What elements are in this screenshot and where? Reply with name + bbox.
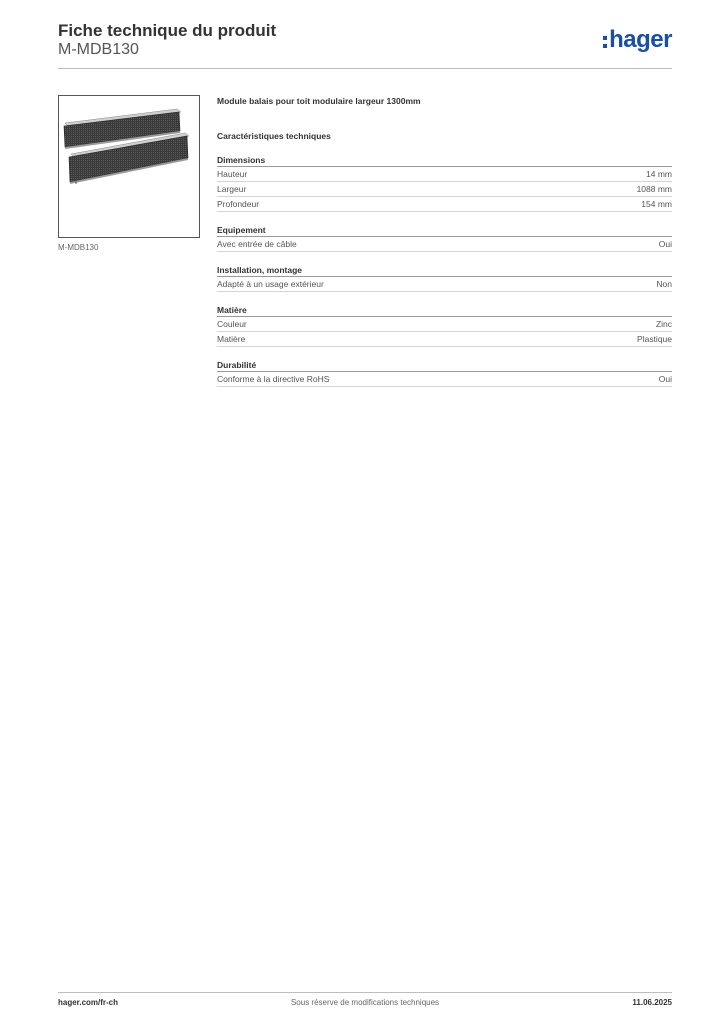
spec-value: 1088 mm [636, 184, 672, 194]
spec-row [217, 332, 672, 347]
spec-content [217, 95, 672, 387]
spec-row [217, 182, 672, 197]
spec-label: Matière [217, 334, 246, 344]
spec-group-matiere [217, 304, 672, 347]
spec-value: Zinc [655, 319, 672, 329]
footer-divider [58, 992, 672, 993]
spec-value: Oui [658, 374, 672, 384]
product-image [58, 95, 200, 238]
spec-group-equipement [217, 224, 672, 252]
spec-value: 14 mm [646, 169, 672, 179]
specs-heading: Caractéristiques techniques [217, 131, 331, 141]
product-reference: M-MDB130 [58, 41, 139, 58]
logo-dots-icon [603, 36, 607, 48]
spec-label: Avec entrée de câble [217, 239, 297, 249]
hager-logo [603, 27, 672, 53]
footer-website-link[interactable]: hager.com/fr-ch [58, 998, 119, 1007]
spec-row [217, 277, 672, 292]
product-description: Module balais pour toit modulaire largeur 1300mm [217, 96, 421, 106]
spec-group-dimensions [217, 154, 672, 212]
footer-date: 11.06.2025 [632, 998, 672, 1007]
spec-row [217, 317, 672, 332]
spec-value: Plastique [637, 334, 672, 344]
spec-row [217, 237, 672, 252]
spec-row [217, 197, 672, 212]
spec-group-installation [217, 264, 672, 292]
page-footer [58, 998, 672, 1010]
spec-group-title: Durabilité [217, 359, 672, 372]
footer-notice: Sous réserve de modifications techniques [290, 998, 440, 1007]
spec-group-title: Installation, montage [217, 264, 672, 277]
spec-label: Hauteur [217, 169, 248, 179]
spec-group-durabilite [217, 359, 672, 387]
page-header [58, 21, 672, 69]
spec-label: Couleur [217, 319, 247, 329]
spec-row [217, 167, 672, 182]
spec-value: Non [656, 279, 672, 289]
header-divider [58, 68, 672, 69]
spec-label: Adapté à un usage extérieur [217, 279, 324, 289]
image-caption: M-MDB130 [58, 243, 99, 252]
spec-group-title: Equipement [217, 224, 672, 237]
logo-text: hager [609, 26, 672, 53]
brush-module-illustration [59, 96, 200, 238]
spec-row [217, 372, 672, 387]
spec-label: Profondeur [217, 199, 260, 209]
spec-value: 154 mm [641, 199, 672, 209]
spec-label: Largeur [217, 184, 247, 194]
spec-label: Conforme à la directive RoHS [217, 374, 330, 384]
spec-group-title: Matière [217, 304, 672, 317]
document-title: Fiche technique du produit [58, 21, 277, 40]
spec-group-title: Dimensions [217, 154, 672, 167]
spec-value: Oui [658, 239, 672, 249]
